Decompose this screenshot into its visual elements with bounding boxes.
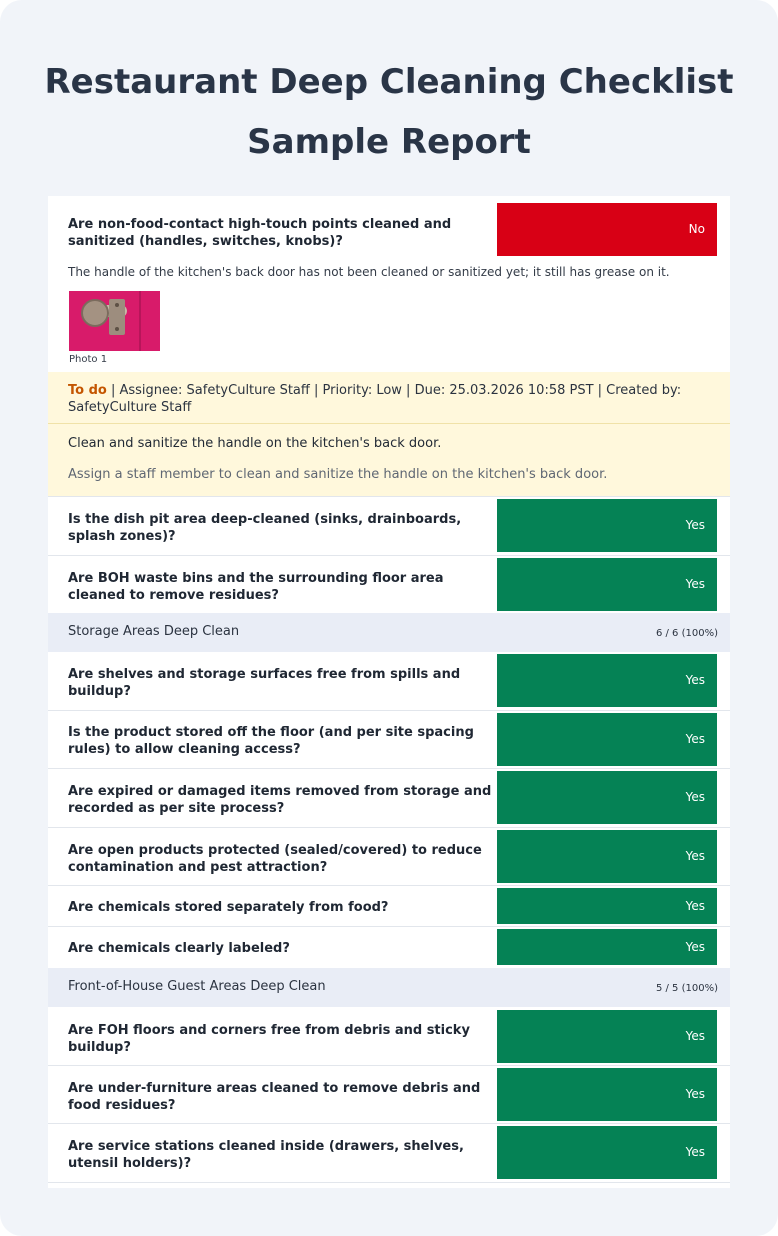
action-description: Assign a staff member to clean and sanitize the handle on the kitchen's back door. [68, 467, 608, 482]
question-row [48, 556, 730, 613]
answer-yes-badge[interactable]: Yes [497, 654, 717, 707]
section-title: Front-of-House Guest Areas Deep Clean [68, 979, 326, 994]
title-line-2: Sample Report [247, 122, 531, 162]
question-row [48, 652, 730, 711]
answer-yes-badge[interactable]: Yes [497, 499, 717, 552]
door-handle-image-icon [69, 291, 160, 351]
action-details: | Assignee: SafetyCulture Staff | Priority: Low | Due: 25.03.2026 10:58 PST | Created by: SafetyCulture Staff [68, 383, 682, 415]
question-text: Are chemicals clearly labeled? [68, 941, 290, 956]
question-text: Is the dish pit area deep-cleaned (sinks, drainboards, splash zones)? [68, 512, 462, 544]
item-note: The handle of the kitchen's back door has not been cleaned or sanitized yet; it still has grease on it. [68, 265, 670, 279]
answer-no-badge[interactable]: No [497, 203, 717, 256]
question-text: Are service stations cleaned inside (drawers, shelves, utensil holders)? [68, 1139, 464, 1171]
question-row [48, 497, 730, 556]
section-score: 6 / 6 (100%) [655, 628, 718, 639]
section-header-foh[interactable] [48, 968, 730, 1007]
answer-yes-badge[interactable]: Yes [497, 929, 717, 965]
photo-thumbnail[interactable] [69, 291, 160, 351]
action-meta [68, 382, 708, 416]
section-title: Storage Areas Deep Clean [68, 624, 240, 639]
question-text: Are FOH floors and corners free from debris and sticky buildup? [68, 1023, 470, 1055]
action-todo-box[interactable] [48, 372, 730, 497]
title-line-1: Restaurant Deep Cleaning Checklist [44, 62, 734, 102]
answer-yes-badge[interactable]: Yes [497, 558, 717, 611]
question-text: Are under-furniture areas cleaned to remove debris and food residues? [68, 1081, 481, 1113]
question-row [48, 769, 730, 828]
question-row [48, 828, 730, 886]
section-score: 5 / 5 (100%) [655, 983, 718, 994]
photo-caption: Photo 1 [69, 354, 108, 365]
question-text: Is the product stored off the floor (and per site spacing rules) to allow cleaning access? [68, 725, 474, 757]
page-title [0, 52, 778, 172]
question-row [48, 196, 730, 497]
question-text: Are BOH waste bins and the surrounding floor area cleaned to remove residues? [68, 571, 444, 603]
question-text: Are non-food-contact high-touch points cleaned and sanitized (handles, switches, knobs)? [68, 217, 452, 249]
answer-yes-badge[interactable]: Yes [497, 888, 717, 924]
question-text: Are shelves and storage surfaces free from spills and buildup? [68, 667, 461, 699]
answer-yes-badge[interactable]: Yes [497, 713, 717, 766]
question-row [48, 886, 730, 927]
report-panel [48, 196, 730, 1188]
action-title: Clean and sanitize the handle on the kitchen's back door. [68, 436, 442, 451]
question-row [48, 711, 730, 769]
question-row [48, 1066, 730, 1124]
answer-yes-badge[interactable]: Yes [497, 1010, 717, 1063]
question-row [48, 1007, 730, 1066]
divider [48, 423, 730, 424]
answer-yes-badge[interactable]: Yes [497, 1068, 717, 1121]
answer-yes-badge[interactable]: Yes [497, 1126, 717, 1179]
question-text: Are expired or damaged items removed from storage and recorded as per site process? [68, 784, 492, 816]
action-status: To do [68, 383, 107, 398]
answer-yes-badge[interactable]: Yes [497, 830, 717, 883]
question-text: Are open products protected (sealed/covered) to reduce contamination and pest attraction? [68, 843, 482, 875]
question-text: Are chemicals stored separately from food? [68, 900, 389, 915]
question-row [48, 927, 730, 968]
question-row [48, 1124, 730, 1183]
answer-yes-badge[interactable]: Yes [497, 771, 717, 824]
section-header-storage[interactable] [48, 613, 730, 652]
